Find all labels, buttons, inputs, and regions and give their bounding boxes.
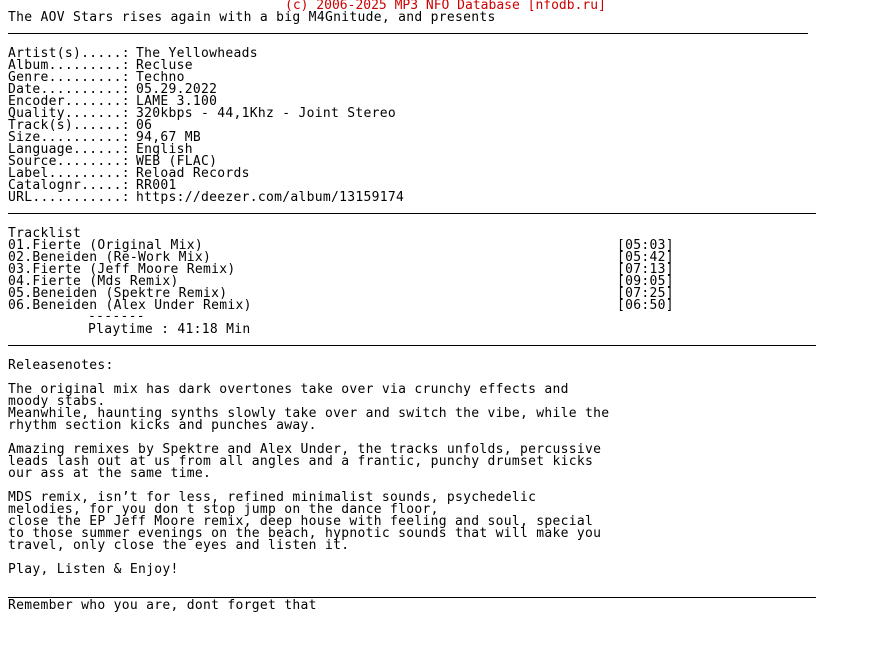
info-language: Language......: English bbox=[8, 142, 193, 157]
releasenotes-line: our ass at the same time. bbox=[8, 466, 212, 481]
info-tracks: Track(s)......: 06 bbox=[8, 118, 153, 133]
info-source: Source........: WEB (FLAC) bbox=[8, 154, 218, 169]
track-title: 06.Beneiden (Alex Under Remix) bbox=[8, 298, 252, 313]
releasenotes-line: travel, only close the eyes and listen it. bbox=[8, 538, 350, 553]
track-title: 04.Fierte (Mds Remix) bbox=[8, 274, 179, 289]
track-title: 05.Beneiden (Spektre Remix) bbox=[8, 286, 228, 301]
playtime: Playtime : 41:18 Min bbox=[88, 322, 251, 337]
info-quality: Quality.......: 320kbps - 44,1Khz - Joint Stereo bbox=[8, 106, 397, 121]
track-title: 01.Fierte (Original Mix) bbox=[8, 238, 204, 253]
divider bbox=[8, 33, 808, 34]
info-artist: Artist(s).....: The Yellowheads bbox=[8, 46, 258, 61]
track-time: [05:03] bbox=[617, 238, 674, 253]
releasenotes-line: melodies, for you don t stop jump on the dance floor, bbox=[8, 502, 439, 517]
track-time: [05:42] bbox=[617, 250, 674, 265]
track-time: [06:50] bbox=[617, 298, 674, 313]
playtime-separator: ------- bbox=[88, 309, 145, 324]
info-url: URL...........: https://deezer.com/album/13159174 bbox=[8, 190, 405, 205]
info-encoder: Encoder.......: LAME 3.100 bbox=[8, 94, 218, 109]
divider bbox=[8, 345, 816, 346]
info-genre: Genre.........: Techno bbox=[8, 70, 185, 85]
info-size: Size..........: 94,67 MB bbox=[8, 130, 202, 145]
releasenotes-line: The original mix has dark overtones take over via crunchy effects and bbox=[8, 382, 569, 397]
info-date: Date..........: 05.29.2022 bbox=[8, 82, 218, 97]
info-album: Album.........: Recluse bbox=[8, 58, 193, 73]
releasenotes-line: close the EP Jeff Moore remix, deep house with feeling and soul, special bbox=[8, 514, 594, 529]
releasenotes-line: rhythm section kicks and punches away. bbox=[8, 418, 317, 433]
releasenotes-heading: Releasenotes: bbox=[8, 358, 114, 373]
releasenotes-line: Play, Listen & Enjoy! bbox=[8, 562, 179, 577]
info-label: Label.........: Reload Records bbox=[8, 166, 250, 181]
track-time: [07:13] bbox=[617, 262, 674, 277]
track-time: [07:25] bbox=[617, 286, 674, 301]
releasenotes-line: to those summer evenings on the beach, hypnotic sounds that will make you bbox=[8, 526, 602, 541]
track-time: [09:05] bbox=[617, 274, 674, 289]
releasenotes-line: Amazing remixes by Spektre and Alex Under, the tracks unfolds, percussive bbox=[8, 442, 602, 457]
releasenotes-line: MDS remix, isn’t for less, refined minimalist sounds, psychedelic bbox=[8, 490, 537, 505]
releasenotes-line: moody stabs. bbox=[8, 394, 106, 409]
site-credit: (c) 2006-2025 MP3 NFO Database [nfodb.ru] bbox=[285, 0, 606, 13]
releasenotes-line: leads lash out at us from all angles and a frantic, punchy drumset kicks bbox=[8, 454, 594, 469]
tracklist-heading: Tracklist bbox=[8, 226, 82, 241]
releasenotes-line: Meanwhile, haunting synths slowly take over and switch the vibe, while the bbox=[8, 406, 610, 421]
track-title: 03.Fierte (Jeff Moore Remix) bbox=[8, 262, 236, 277]
track-title: 02.Beneiden (Re-Work Mix) bbox=[8, 250, 212, 265]
footer-line: Remember who you are, dont forget that bbox=[8, 598, 317, 613]
info-catalognr: Catalognr.....: RR001 bbox=[8, 178, 177, 193]
intro-line: The AOV Stars rises again with a big M4Gnitude, and presents bbox=[8, 10, 496, 25]
divider bbox=[8, 213, 816, 214]
